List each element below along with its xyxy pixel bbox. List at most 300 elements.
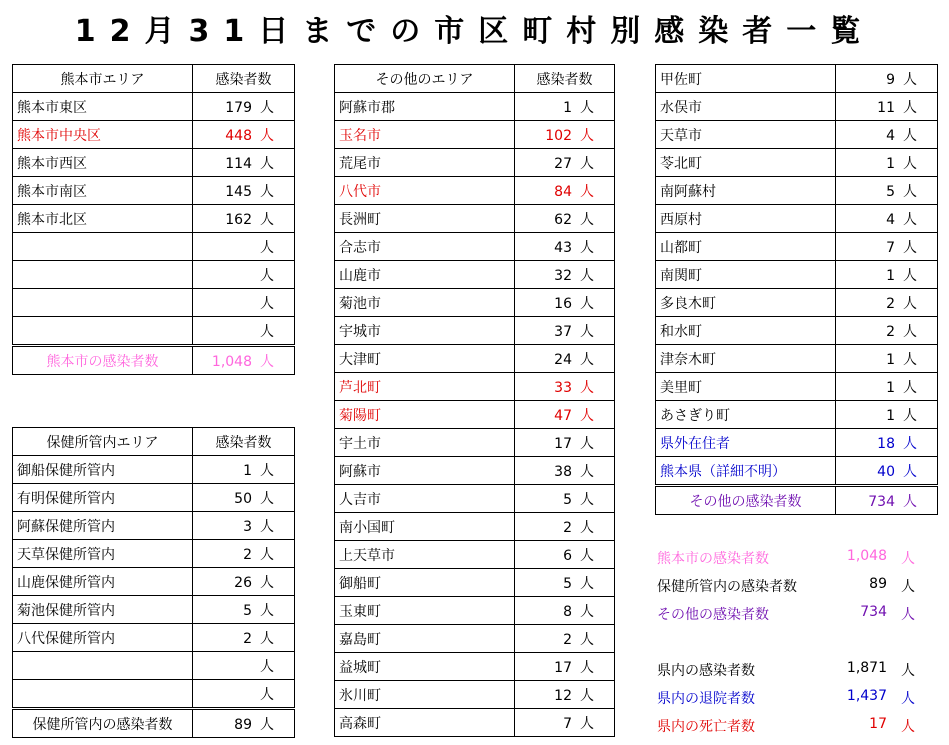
table-row xyxy=(13,680,295,709)
unit-label: 人 xyxy=(903,267,917,284)
area-name: 阿蘇市 xyxy=(335,457,515,485)
unit-label: 人 xyxy=(260,353,274,370)
area-name: 阿蘇保健所管内 xyxy=(13,512,193,540)
area-name: 和水町 xyxy=(656,317,836,345)
count-value: 1 xyxy=(886,155,895,172)
count-value: 734 xyxy=(868,493,895,510)
count-value: 11 xyxy=(877,99,895,116)
area-name: 熊本市北区 xyxy=(13,205,193,233)
table-row xyxy=(13,121,295,149)
count-cell xyxy=(515,569,615,597)
count-value: 24 xyxy=(554,351,572,368)
table-row xyxy=(335,93,615,121)
count-cell xyxy=(836,121,938,149)
area-name: 御船町 xyxy=(335,569,515,597)
unit-label: 人 xyxy=(903,295,917,312)
table-row xyxy=(13,205,295,233)
count-cell xyxy=(515,457,615,485)
area-name: あさぎり町 xyxy=(656,401,836,429)
header-row xyxy=(335,65,615,93)
unit-label: 人 xyxy=(903,155,917,172)
area-name: 水俣市 xyxy=(656,93,836,121)
area-name: 南小国町 xyxy=(335,513,515,541)
unit-label: 人 xyxy=(903,183,917,200)
unit-label: 人 xyxy=(260,267,274,284)
area-name: 有明保健所管内 xyxy=(13,484,193,512)
area-name: 津奈木町 xyxy=(656,345,836,373)
unit-label: 人 xyxy=(580,239,594,256)
area-name: 西原村 xyxy=(656,205,836,233)
count-value: 27 xyxy=(554,155,572,172)
count-value: 4 xyxy=(886,211,895,228)
count-cell xyxy=(836,429,938,457)
unit-label: 人 xyxy=(901,607,915,623)
total-row xyxy=(13,709,295,738)
count-value: 7 xyxy=(886,239,895,256)
count-cell xyxy=(515,541,615,569)
area-name: 県外在住者 xyxy=(656,429,836,457)
table-row xyxy=(656,317,938,345)
count-cell xyxy=(193,596,295,624)
count-column-header: 感染者数 xyxy=(515,65,615,93)
count-cell xyxy=(193,346,295,375)
unit-label: 人 xyxy=(260,716,274,733)
count-cell xyxy=(193,317,295,346)
count-cell xyxy=(515,401,615,429)
area-name: 御船保健所管内 xyxy=(13,456,193,484)
count-cell xyxy=(515,653,615,681)
area-name xyxy=(13,680,193,709)
count-cell xyxy=(836,233,938,261)
count-cell xyxy=(515,429,615,457)
summary-row xyxy=(657,716,927,736)
unit-label: 人 xyxy=(260,658,274,675)
area-name xyxy=(13,289,193,317)
count-cell xyxy=(515,625,615,653)
count-value: 50 xyxy=(234,490,252,507)
table-row xyxy=(656,149,938,177)
table-row xyxy=(656,177,938,205)
count-value: 33 xyxy=(554,379,572,396)
count-cell xyxy=(193,540,295,568)
count-value: 2 xyxy=(563,631,572,648)
area-name: 芦北町 xyxy=(335,373,515,401)
count-cell xyxy=(515,317,615,345)
unit-label: 人 xyxy=(903,323,917,340)
unit-label: 人 xyxy=(580,603,594,620)
count-value: 37 xyxy=(554,323,572,340)
area-name: 熊本市南区 xyxy=(13,177,193,205)
count-value: 5 xyxy=(563,491,572,508)
count-value: 114 xyxy=(225,155,252,172)
unit-label: 人 xyxy=(901,719,915,735)
count-cell xyxy=(836,457,938,486)
unit-label: 人 xyxy=(580,267,594,284)
count-cell xyxy=(836,289,938,317)
area-column-header: 熊本市エリア xyxy=(13,65,193,93)
area-name: 高森町 xyxy=(335,709,515,737)
unit-label: 人 xyxy=(580,491,594,508)
table-row xyxy=(335,625,615,653)
table-row xyxy=(335,681,615,709)
area-name: 玉名市 xyxy=(335,121,515,149)
unit-label: 人 xyxy=(260,127,274,144)
count-value: 5 xyxy=(886,183,895,200)
count-value: 16 xyxy=(554,295,572,312)
area-name: 菊陽町 xyxy=(335,401,515,429)
unit-label: 人 xyxy=(580,687,594,704)
area-name: 氷川町 xyxy=(335,681,515,709)
count-cell xyxy=(836,177,938,205)
area-column-header: その他のエリア xyxy=(335,65,515,93)
unit-label: 人 xyxy=(260,99,274,116)
unit-label: 人 xyxy=(903,379,917,396)
total-label: 保健所管内の感染者数 xyxy=(13,709,193,738)
table-row xyxy=(335,653,615,681)
unit-label: 人 xyxy=(260,686,274,703)
count-cell xyxy=(836,205,938,233)
table-row xyxy=(335,121,615,149)
count-value: 32 xyxy=(554,267,572,284)
kumamoto-city-table xyxy=(12,64,295,375)
unit-label: 人 xyxy=(580,435,594,452)
table-row xyxy=(335,289,615,317)
unit-label: 人 xyxy=(903,407,917,424)
count-cell xyxy=(193,289,295,317)
table-row xyxy=(656,401,938,429)
count-value: 47 xyxy=(554,407,572,424)
area-name: 天草保健所管内 xyxy=(13,540,193,568)
count-value: 3 xyxy=(243,518,252,535)
count-value: 2 xyxy=(243,630,252,647)
table-row xyxy=(656,429,938,457)
count-cell xyxy=(836,261,938,289)
table-row xyxy=(656,65,938,93)
unit-label: 人 xyxy=(580,659,594,676)
table-row xyxy=(13,261,295,289)
other-areas-table xyxy=(334,64,615,737)
count-value: 1 xyxy=(886,407,895,424)
area-name: 阿蘇市郡 xyxy=(335,93,515,121)
count-value: 102 xyxy=(545,127,572,144)
table-row xyxy=(13,149,295,177)
table-row xyxy=(335,429,615,457)
table-row xyxy=(13,596,295,624)
area-name: 人吉市 xyxy=(335,485,515,513)
summary-row xyxy=(657,604,927,624)
table-row xyxy=(335,597,615,625)
unit-label: 人 xyxy=(901,579,915,595)
count-cell xyxy=(836,93,938,121)
area-name: 山鹿保健所管内 xyxy=(13,568,193,596)
area-name: 宇城市 xyxy=(335,317,515,345)
table-row xyxy=(335,317,615,345)
area-name: 八代市 xyxy=(335,177,515,205)
summary-label: 県内の感染者数 xyxy=(657,663,755,679)
count-cell xyxy=(193,484,295,512)
table-row xyxy=(13,484,295,512)
table-row xyxy=(335,485,615,513)
area-name xyxy=(13,317,193,346)
unit-label: 人 xyxy=(260,518,274,535)
count-value: 1 xyxy=(886,351,895,368)
table-row xyxy=(656,121,938,149)
unit-label: 人 xyxy=(901,663,915,679)
count-value: 26 xyxy=(234,574,252,591)
count-cell xyxy=(515,261,615,289)
unit-label: 人 xyxy=(260,490,274,507)
table-row xyxy=(335,569,615,597)
summary-label: 県内の死亡者数 xyxy=(657,719,755,735)
unit-label: 人 xyxy=(260,630,274,647)
area-name xyxy=(13,261,193,289)
area-name: 甲佐町 xyxy=(656,65,836,93)
unit-label: 人 xyxy=(580,715,594,732)
count-column-header: 感染者数 xyxy=(193,65,295,93)
count-value: 4 xyxy=(886,127,895,144)
table-row xyxy=(13,652,295,680)
unit-label: 人 xyxy=(260,323,274,340)
count-cell xyxy=(836,373,938,401)
count-value: 1,048 xyxy=(211,353,252,370)
count-cell xyxy=(515,597,615,625)
area-name: 南関町 xyxy=(656,261,836,289)
area-name: 宇土市 xyxy=(335,429,515,457)
unit-label: 人 xyxy=(260,239,274,256)
count-cell xyxy=(515,289,615,317)
area-name: 益城町 xyxy=(335,653,515,681)
table-row xyxy=(335,457,615,485)
summary-label: 県内の退院者数 xyxy=(657,691,755,707)
unit-label: 人 xyxy=(260,211,274,228)
count-value: 1 xyxy=(243,462,252,479)
count-value: 7 xyxy=(563,715,572,732)
table-row xyxy=(13,512,295,540)
count-cell xyxy=(836,317,938,345)
area-name: 山鹿市 xyxy=(335,261,515,289)
summary-row xyxy=(657,660,927,680)
area-name: 熊本市西区 xyxy=(13,149,193,177)
count-value: 6 xyxy=(563,547,572,564)
unit-label: 人 xyxy=(260,295,274,312)
count-cell xyxy=(193,456,295,484)
count-value: 17 xyxy=(554,435,572,452)
area-name: 熊本市中央区 xyxy=(13,121,193,149)
unit-label: 人 xyxy=(580,127,594,144)
table-row xyxy=(656,373,938,401)
count-value: 43 xyxy=(554,239,572,256)
unit-label: 人 xyxy=(903,351,917,368)
area-name: 長洲町 xyxy=(335,205,515,233)
table-row xyxy=(13,233,295,261)
count-value: 84 xyxy=(554,183,572,200)
unit-label: 人 xyxy=(260,546,274,563)
count-value: 2 xyxy=(886,323,895,340)
table-row xyxy=(13,540,295,568)
count-cell xyxy=(836,149,938,177)
table-row xyxy=(335,401,615,429)
count-value: 5 xyxy=(563,575,572,592)
count-value: 89 xyxy=(234,716,252,733)
summary-value: 1,048 xyxy=(846,548,887,564)
unit-label: 人 xyxy=(260,462,274,479)
summary-value: 1,871 xyxy=(846,660,887,676)
count-cell xyxy=(193,149,295,177)
table-row xyxy=(335,177,615,205)
count-value: 18 xyxy=(877,435,895,452)
summary-value: 89 xyxy=(869,576,887,592)
header-row xyxy=(13,65,295,93)
summary-value: 17 xyxy=(869,716,887,732)
table-row xyxy=(335,709,615,737)
header-row xyxy=(13,428,295,456)
area-column-header: 保健所管内エリア xyxy=(13,428,193,456)
table-row xyxy=(335,149,615,177)
unit-label: 人 xyxy=(901,551,915,567)
count-cell xyxy=(836,345,938,373)
unit-label: 人 xyxy=(903,239,917,256)
count-cell xyxy=(193,512,295,540)
table-row xyxy=(13,317,295,346)
total-label: その他の感染者数 xyxy=(656,486,836,515)
table-row xyxy=(656,457,938,486)
area-name: 合志市 xyxy=(335,233,515,261)
unit-label: 人 xyxy=(903,493,917,510)
count-value: 9 xyxy=(886,71,895,88)
unit-label: 人 xyxy=(903,127,917,144)
count-cell xyxy=(193,652,295,680)
count-cell xyxy=(515,233,615,261)
page-title: 12月31日までの市区町村別感染者一覧 xyxy=(74,14,875,49)
table-row xyxy=(656,93,938,121)
unit-label: 人 xyxy=(580,631,594,648)
table-row xyxy=(656,233,938,261)
unit-label: 人 xyxy=(903,211,917,228)
count-value: 17 xyxy=(554,659,572,676)
unit-label: 人 xyxy=(580,99,594,116)
table-row xyxy=(335,345,615,373)
count-value: 448 xyxy=(225,127,252,144)
area-name: 上天草市 xyxy=(335,541,515,569)
health-center-table xyxy=(12,427,295,738)
count-cell xyxy=(515,149,615,177)
unit-label: 人 xyxy=(580,295,594,312)
count-cell xyxy=(515,709,615,737)
count-cell xyxy=(515,205,615,233)
unit-label: 人 xyxy=(903,71,917,88)
count-cell xyxy=(193,233,295,261)
table-row xyxy=(656,205,938,233)
area-name: 南阿蘇村 xyxy=(656,177,836,205)
count-cell xyxy=(836,486,938,515)
count-value: 38 xyxy=(554,463,572,480)
table-row xyxy=(13,93,295,121)
area-name: 熊本市東区 xyxy=(13,93,193,121)
count-cell xyxy=(515,485,615,513)
count-value: 1 xyxy=(563,99,572,116)
unit-label: 人 xyxy=(903,435,917,452)
count-cell xyxy=(193,177,295,205)
table-row xyxy=(13,624,295,652)
count-value: 62 xyxy=(554,211,572,228)
count-cell xyxy=(515,177,615,205)
count-cell xyxy=(836,401,938,429)
count-cell xyxy=(836,65,938,93)
count-value: 8 xyxy=(563,603,572,620)
count-cell xyxy=(515,345,615,373)
count-cell xyxy=(515,513,615,541)
total-row xyxy=(656,486,938,515)
table-row xyxy=(656,261,938,289)
unit-label: 人 xyxy=(580,155,594,172)
summary-label: 保健所管内の感染者数 xyxy=(657,579,797,595)
table-row xyxy=(335,261,615,289)
area-name: 美里町 xyxy=(656,373,836,401)
table-row xyxy=(335,233,615,261)
count-cell xyxy=(193,709,295,738)
total-row xyxy=(13,346,295,375)
count-cell xyxy=(193,680,295,709)
unit-label: 人 xyxy=(580,547,594,564)
unit-label: 人 xyxy=(260,574,274,591)
summary-row xyxy=(657,548,927,568)
table-row xyxy=(335,513,615,541)
area-name: 山都町 xyxy=(656,233,836,261)
count-cell xyxy=(515,93,615,121)
table-row xyxy=(335,541,615,569)
unit-label: 人 xyxy=(580,351,594,368)
area-name: 天草市 xyxy=(656,121,836,149)
count-value: 12 xyxy=(554,687,572,704)
area-name xyxy=(13,233,193,261)
unit-label: 人 xyxy=(580,183,594,200)
count-value: 5 xyxy=(243,602,252,619)
count-value: 2 xyxy=(563,519,572,536)
unit-label: 人 xyxy=(580,519,594,536)
count-cell xyxy=(193,205,295,233)
unit-label: 人 xyxy=(260,602,274,619)
count-cell xyxy=(193,624,295,652)
area-name: 玉東町 xyxy=(335,597,515,625)
area-name: 大津町 xyxy=(335,345,515,373)
count-value: 1 xyxy=(886,267,895,284)
unit-label: 人 xyxy=(903,463,917,480)
unit-label: 人 xyxy=(580,323,594,340)
count-value: 2 xyxy=(243,546,252,563)
count-value: 145 xyxy=(225,183,252,200)
summary-label: その他の感染者数 xyxy=(657,607,769,623)
total-label: 熊本市の感染者数 xyxy=(13,346,193,375)
count-cell xyxy=(193,93,295,121)
count-value: 40 xyxy=(877,463,895,480)
summary-value: 734 xyxy=(860,604,887,620)
unit-label: 人 xyxy=(580,379,594,396)
count-cell xyxy=(515,373,615,401)
count-cell xyxy=(193,568,295,596)
table-row xyxy=(13,456,295,484)
table-row xyxy=(656,289,938,317)
count-value: 179 xyxy=(225,99,252,116)
count-column-header: 感染者数 xyxy=(193,428,295,456)
count-cell xyxy=(515,681,615,709)
area-name: 多良木町 xyxy=(656,289,836,317)
table-row xyxy=(13,289,295,317)
area-name: 嘉島町 xyxy=(335,625,515,653)
table-row xyxy=(13,568,295,596)
unit-label: 人 xyxy=(580,463,594,480)
summary-row xyxy=(657,688,927,708)
area-name xyxy=(13,652,193,680)
